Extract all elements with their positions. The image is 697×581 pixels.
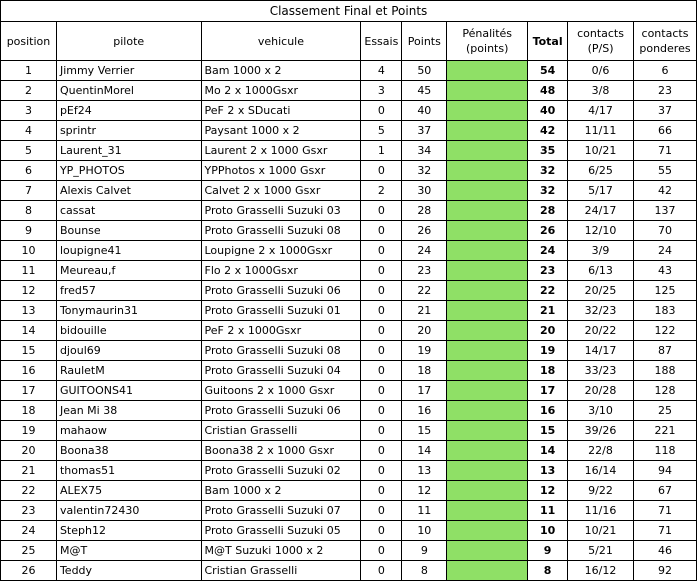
cell-vehicule: PeF 2 x 1000Gsxr: [201, 321, 361, 341]
cell-contacts-ps: 11/11: [568, 121, 634, 141]
cell-penalty: [447, 141, 528, 161]
cell-points: 26: [402, 221, 447, 241]
table-row: [1, 221, 697, 241]
cell-points: 45: [402, 81, 447, 101]
cell-vehicule: Paysant 1000 x 2: [201, 121, 361, 141]
cell-position: 1: [1, 61, 57, 81]
table-row: [1, 121, 697, 141]
cell-contacts-ponderes: 23: [633, 81, 696, 101]
cell-contacts-ps: 20/25: [568, 281, 634, 301]
cell-total: 21: [528, 301, 568, 321]
cell-contacts-ps: 33/23: [568, 361, 634, 381]
cell-total: 10: [528, 521, 568, 541]
cell-contacts-ponderes: 25: [633, 401, 696, 421]
cell-total: 16: [528, 401, 568, 421]
cell-contacts-ponderes: 6: [633, 61, 696, 81]
table-row: [1, 341, 697, 361]
cell-penalty: [447, 441, 528, 461]
table-row: [1, 381, 697, 401]
cell-pilote: loupigne41: [56, 241, 201, 261]
cell-vehicule: Proto Grasselli Suzuki 04: [201, 361, 361, 381]
cell-points: 14: [402, 441, 447, 461]
cell-contacts-ps: 39/26: [568, 421, 634, 441]
cell-total: 22: [528, 281, 568, 301]
cell-position: 19: [1, 421, 57, 441]
cell-contacts-ponderes: 66: [633, 121, 696, 141]
cell-contacts-ps: 6/25: [568, 161, 634, 181]
cell-total: 11: [528, 501, 568, 521]
header-row: [1, 22, 697, 61]
cell-total: 15: [528, 421, 568, 441]
cell-penalty: [447, 421, 528, 441]
cell-contacts-ps: 22/8: [568, 441, 634, 461]
cell-contacts-ps: 3/10: [568, 401, 634, 421]
cell-penalty: [447, 61, 528, 81]
cell-contacts-ponderes: 87: [633, 341, 696, 361]
cell-position: 17: [1, 381, 57, 401]
cell-pilote: Alexis Calvet: [56, 181, 201, 201]
header-pilote: pilote: [56, 22, 201, 61]
cell-contacts-ps: 10/21: [568, 521, 634, 541]
cell-position: 6: [1, 161, 57, 181]
cell-total: 12: [528, 481, 568, 501]
table-row: [1, 541, 697, 561]
cell-position: 11: [1, 261, 57, 281]
cell-pilote: cassat: [56, 201, 201, 221]
cell-total: 20: [528, 321, 568, 341]
cell-penalty: [447, 281, 528, 301]
cell-total: 14: [528, 441, 568, 461]
cell-vehicule: Laurent 2 x 1000 Gsxr: [201, 141, 361, 161]
cell-position: 3: [1, 101, 57, 121]
cell-contacts-ponderes: 71: [633, 141, 696, 161]
cell-total: 40: [528, 101, 568, 121]
cell-contacts-ps: 24/17: [568, 201, 634, 221]
cell-vehicule: Cristian Grasselli: [201, 561, 361, 581]
cell-essais: 0: [361, 201, 402, 221]
cell-contacts-ps: 32/23: [568, 301, 634, 321]
cell-points: 10: [402, 521, 447, 541]
cell-contacts-ps: 11/16: [568, 501, 634, 521]
cell-contacts-ps: 4/17: [568, 101, 634, 121]
cell-total: 24: [528, 241, 568, 261]
cell-essais: 0: [361, 361, 402, 381]
cell-essais: 0: [361, 381, 402, 401]
cell-essais: 0: [361, 161, 402, 181]
cell-total: 26: [528, 221, 568, 241]
cell-contacts-ponderes: 43: [633, 261, 696, 281]
cell-contacts-ponderes: 188: [633, 361, 696, 381]
cell-pilote: Laurent_31: [56, 141, 201, 161]
cell-position: 22: [1, 481, 57, 501]
title-row: [1, 1, 697, 22]
table-row: [1, 241, 697, 261]
cell-contacts-ps: 3/9: [568, 241, 634, 261]
cell-total: 42: [528, 121, 568, 141]
table-row: [1, 461, 697, 481]
table-row: [1, 261, 697, 281]
cell-vehicule: Cristian Grasselli: [201, 421, 361, 441]
cell-essais: 0: [361, 101, 402, 121]
cell-vehicule: Proto Grasselli Suzuki 06: [201, 401, 361, 421]
cell-points: 40: [402, 101, 447, 121]
cell-vehicule: PeF 2 x SDucati: [201, 101, 361, 121]
cell-penalty: [447, 121, 528, 141]
cell-points: 17: [402, 381, 447, 401]
cell-position: 8: [1, 201, 57, 221]
header-total: Total: [528, 22, 568, 61]
cell-penalty: [447, 181, 528, 201]
cell-position: 13: [1, 301, 57, 321]
cell-essais: 0: [361, 401, 402, 421]
cell-contacts-ps: 0/6: [568, 61, 634, 81]
cell-contacts-ps: 12/10: [568, 221, 634, 241]
cell-position: 9: [1, 221, 57, 241]
cell-position: 20: [1, 441, 57, 461]
table-row: [1, 441, 697, 461]
cell-points: 8: [402, 561, 447, 581]
cell-position: 15: [1, 341, 57, 361]
cell-points: 16: [402, 401, 447, 421]
cell-penalty: [447, 341, 528, 361]
cell-vehicule: Proto Grasselli Suzuki 07: [201, 501, 361, 521]
cell-pilote: valentin72430: [56, 501, 201, 521]
cell-position: 5: [1, 141, 57, 161]
cell-total: 32: [528, 181, 568, 201]
cell-vehicule: Bam 1000 x 2: [201, 481, 361, 501]
cell-pilote: Boona38: [56, 441, 201, 461]
cell-position: 4: [1, 121, 57, 141]
table-row: [1, 161, 697, 181]
cell-pilote: thomas51: [56, 461, 201, 481]
cell-contacts-ponderes: 70: [633, 221, 696, 241]
header-contacts-ponderes: contacts ponderes: [633, 22, 696, 61]
header-essais: Essais: [361, 22, 402, 61]
cell-penalty: [447, 381, 528, 401]
cell-vehicule: YPPhotos x 1000 Gsxr: [201, 161, 361, 181]
cell-essais: 0: [361, 561, 402, 581]
cell-pilote: ALEX75: [56, 481, 201, 501]
cell-essais: 0: [361, 301, 402, 321]
cell-total: 19: [528, 341, 568, 361]
cell-essais: 0: [361, 441, 402, 461]
cell-contacts-ponderes: 37: [633, 101, 696, 121]
cell-vehicule: Guitoons 2 x 1000 Gsxr: [201, 381, 361, 401]
cell-contacts-ps: 9/22: [568, 481, 634, 501]
cell-points: 21: [402, 301, 447, 321]
cell-total: 17: [528, 381, 568, 401]
cell-vehicule: Proto Grasselli Suzuki 08: [201, 221, 361, 241]
cell-vehicule: Mo 2 x 1000Gsxr: [201, 81, 361, 101]
cell-points: 19: [402, 341, 447, 361]
table-row: [1, 181, 697, 201]
cell-contacts-ponderes: 128: [633, 381, 696, 401]
cell-points: 15: [402, 421, 447, 441]
cell-essais: 0: [361, 541, 402, 561]
table-row: [1, 361, 697, 381]
cell-position: 7: [1, 181, 57, 201]
cell-contacts-ponderes: 122: [633, 321, 696, 341]
cell-pilote: Bounse: [56, 221, 201, 241]
cell-pilote: Tonymaurin31: [56, 301, 201, 321]
cell-essais: 0: [361, 421, 402, 441]
cell-penalty: [447, 501, 528, 521]
table-row: [1, 481, 697, 501]
cell-contacts-ps: 3/8: [568, 81, 634, 101]
cell-contacts-ponderes: 42: [633, 181, 696, 201]
cell-penalty: [447, 161, 528, 181]
table-row: [1, 321, 697, 341]
cell-essais: 4: [361, 61, 402, 81]
cell-pilote: Meureau,f: [56, 261, 201, 281]
cell-penalty: [447, 401, 528, 421]
cell-total: 23: [528, 261, 568, 281]
table-row: [1, 501, 697, 521]
cell-essais: 0: [361, 321, 402, 341]
cell-vehicule: Bam 1000 x 2: [201, 61, 361, 81]
table-row: [1, 61, 697, 81]
cell-pilote: Jean Mi 38: [56, 401, 201, 421]
cell-penalty: [447, 261, 528, 281]
cell-points: 34: [402, 141, 447, 161]
cell-position: 12: [1, 281, 57, 301]
table-row: [1, 101, 697, 121]
header-points: Points: [402, 22, 447, 61]
cell-essais: 0: [361, 341, 402, 361]
cell-total: 8: [528, 561, 568, 581]
cell-vehicule: Calvet 2 x 1000 Gsxr: [201, 181, 361, 201]
cell-vehicule: Proto Grasselli Suzuki 08: [201, 341, 361, 361]
cell-points: 37: [402, 121, 447, 141]
cell-contacts-ponderes: 118: [633, 441, 696, 461]
cell-position: 18: [1, 401, 57, 421]
cell-essais: 0: [361, 241, 402, 261]
cell-position: 16: [1, 361, 57, 381]
cell-essais: 2: [361, 181, 402, 201]
cell-essais: 0: [361, 481, 402, 501]
cell-essais: 5: [361, 121, 402, 141]
cell-contacts-ps: 6/13: [568, 261, 634, 281]
cell-penalty: [447, 481, 528, 501]
cell-total: 48: [528, 81, 568, 101]
cell-penalty: [447, 541, 528, 561]
cell-pilote: pEf24: [56, 101, 201, 121]
cell-pilote: sprintr: [56, 121, 201, 141]
cell-vehicule: Proto Grasselli Suzuki 06: [201, 281, 361, 301]
table-row: [1, 141, 697, 161]
cell-contacts-ponderes: 67: [633, 481, 696, 501]
cell-contacts-ps: 10/21: [568, 141, 634, 161]
cell-essais: 1: [361, 141, 402, 161]
cell-contacts-ps: 5/21: [568, 541, 634, 561]
cell-contacts-ponderes: 55: [633, 161, 696, 181]
cell-total: 32: [528, 161, 568, 181]
cell-penalty: [447, 221, 528, 241]
sheet-title: Classement Final et Points: [1, 1, 697, 22]
cell-contacts-ps: 20/22: [568, 321, 634, 341]
cell-pilote: RauletM: [56, 361, 201, 381]
cell-essais: 0: [361, 261, 402, 281]
cell-pilote: fred57: [56, 281, 201, 301]
cell-position: 26: [1, 561, 57, 581]
cell-position: 14: [1, 321, 57, 341]
cell-penalty: [447, 81, 528, 101]
cell-contacts-ponderes: 221: [633, 421, 696, 441]
cell-vehicule: Proto Grasselli Suzuki 01: [201, 301, 361, 321]
cell-points: 12: [402, 481, 447, 501]
cell-vehicule: Flo 2 x 1000Gsxr: [201, 261, 361, 281]
cell-points: 9: [402, 541, 447, 561]
cell-pilote: bidouille: [56, 321, 201, 341]
cell-vehicule: Loupigne 2 x 1000Gsxr: [201, 241, 361, 261]
cell-contacts-ponderes: 125: [633, 281, 696, 301]
cell-total: 13: [528, 461, 568, 481]
cell-penalty: [447, 321, 528, 341]
cell-pilote: djoul69: [56, 341, 201, 361]
cell-position: 21: [1, 461, 57, 481]
cell-position: 23: [1, 501, 57, 521]
cell-position: 2: [1, 81, 57, 101]
cell-essais: 0: [361, 461, 402, 481]
cell-contacts-ponderes: 94: [633, 461, 696, 481]
cell-contacts-ps: 5/17: [568, 181, 634, 201]
cell-penalty: [447, 361, 528, 381]
cell-vehicule: Proto Grasselli Suzuki 03: [201, 201, 361, 221]
cell-contacts-ponderes: 71: [633, 501, 696, 521]
table-row: [1, 81, 697, 101]
table-row: [1, 301, 697, 321]
cell-pilote: YP_PHOTOS: [56, 161, 201, 181]
header-contacts-ps: contacts (P/S): [568, 22, 634, 61]
cell-points: 24: [402, 241, 447, 261]
cell-points: 13: [402, 461, 447, 481]
cell-contacts-ps: 14/17: [568, 341, 634, 361]
cell-pilote: Teddy: [56, 561, 201, 581]
cell-contacts-ponderes: 46: [633, 541, 696, 561]
cell-pilote: Jimmy Verrier: [56, 61, 201, 81]
cell-pilote: mahaow: [56, 421, 201, 441]
header-vehicule: vehicule: [201, 22, 361, 61]
cell-position: 25: [1, 541, 57, 561]
table-row: [1, 201, 697, 221]
cell-pilote: Steph12: [56, 521, 201, 541]
cell-points: 50: [402, 61, 447, 81]
cell-points: 28: [402, 201, 447, 221]
cell-penalty: [447, 521, 528, 541]
cell-contacts-ponderes: 71: [633, 521, 696, 541]
cell-contacts-ponderes: 92: [633, 561, 696, 581]
cell-essais: 0: [361, 501, 402, 521]
cell-penalty: [447, 201, 528, 221]
cell-essais: 0: [361, 221, 402, 241]
cell-pilote: QuentinMorel: [56, 81, 201, 101]
cell-points: 32: [402, 161, 447, 181]
header-penalites: Pénalités (points): [447, 22, 528, 61]
cell-points: 20: [402, 321, 447, 341]
cell-penalty: [447, 461, 528, 481]
cell-vehicule: Boona38 2 x 1000 Gsxr: [201, 441, 361, 461]
cell-position: 24: [1, 521, 57, 541]
cell-points: 23: [402, 261, 447, 281]
table-row: [1, 281, 697, 301]
cell-contacts-ps: 20/28: [568, 381, 634, 401]
cell-points: 30: [402, 181, 447, 201]
table-row: [1, 561, 697, 581]
cell-vehicule: Proto Grasselli Suzuki 02: [201, 461, 361, 481]
cell-total: 54: [528, 61, 568, 81]
cell-position: 10: [1, 241, 57, 261]
cell-penalty: [447, 241, 528, 261]
cell-penalty: [447, 561, 528, 581]
cell-points: 18: [402, 361, 447, 381]
cell-penalty: [447, 101, 528, 121]
cell-total: 18: [528, 361, 568, 381]
table-row: [1, 421, 697, 441]
cell-pilote: GUITOONS41: [56, 381, 201, 401]
cell-vehicule: Proto Grasselli Suzuki 05: [201, 521, 361, 541]
cell-penalty: [447, 301, 528, 321]
table-row: [1, 401, 697, 421]
cell-total: 28: [528, 201, 568, 221]
cell-total: 35: [528, 141, 568, 161]
cell-essais: 3: [361, 81, 402, 101]
header-position: position: [1, 22, 57, 61]
table-row: [1, 521, 697, 541]
cell-points: 22: [402, 281, 447, 301]
cell-pilote: M@T: [56, 541, 201, 561]
cell-contacts-ponderes: 183: [633, 301, 696, 321]
cell-total: 9: [528, 541, 568, 561]
cell-contacts-ponderes: 137: [633, 201, 696, 221]
cell-contacts-ponderes: 24: [633, 241, 696, 261]
cell-points: 11: [402, 501, 447, 521]
cell-essais: 0: [361, 521, 402, 541]
cell-vehicule: M@T Suzuki 1000 x 2: [201, 541, 361, 561]
cell-contacts-ps: 16/12: [568, 561, 634, 581]
cell-contacts-ps: 16/14: [568, 461, 634, 481]
cell-essais: 0: [361, 281, 402, 301]
